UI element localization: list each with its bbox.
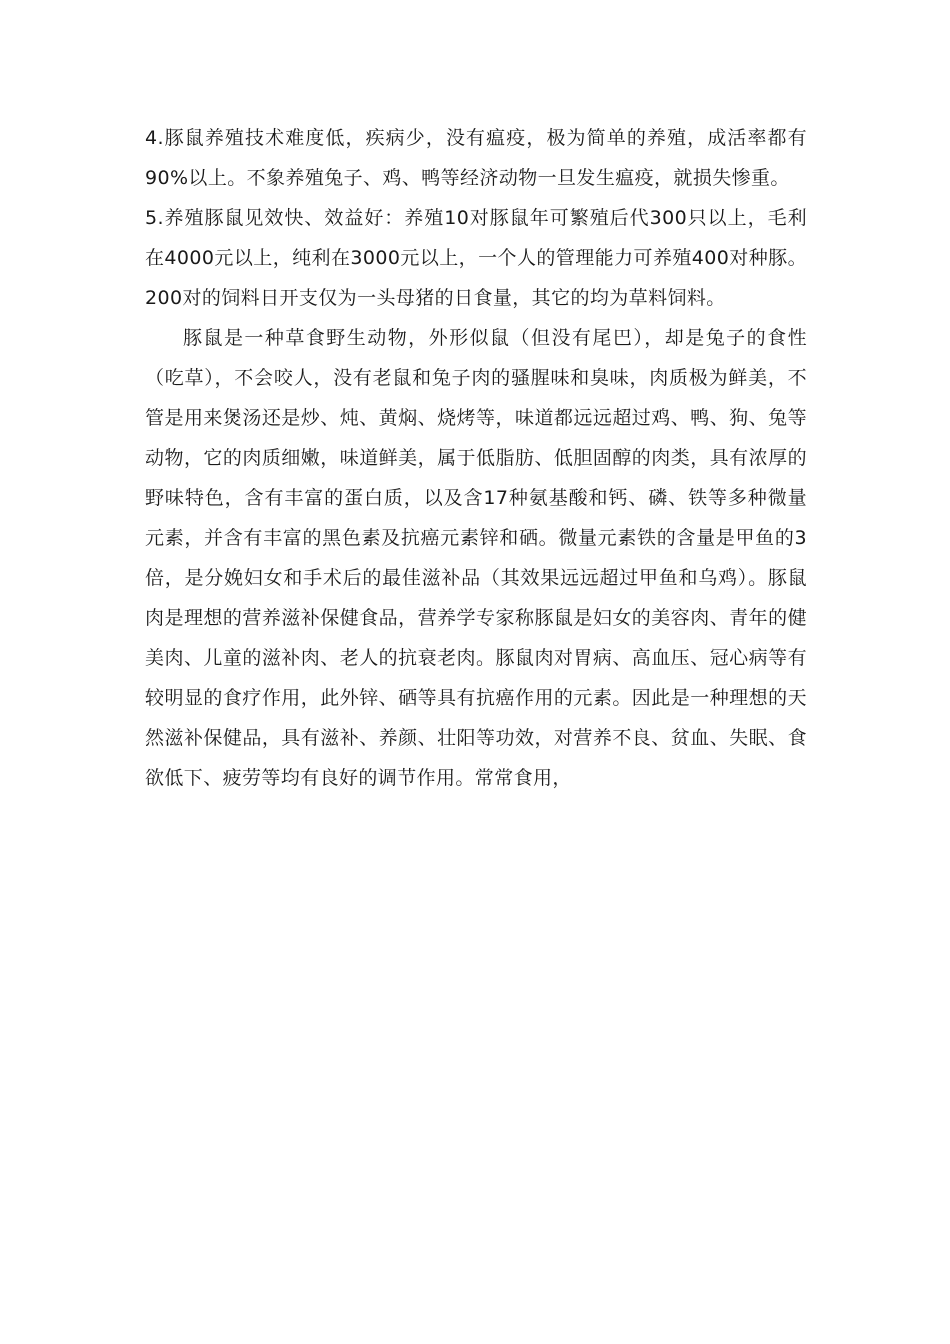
document-body (145, 118, 807, 798)
paragraph-point-4: 4.豚鼠养殖技术难度低，疾病少，没有瘟疫，极为简单的养殖，成活率都有90%以上。不象养殖兔子、鸡、鸭等经济动物一旦发生瘟疫，就损失惨重。 (145, 127, 807, 189)
paragraph-point-5: 5.养殖豚鼠见效快、效益好：养殖10对豚鼠年可繁殖后代300只以上，毛利在4000元以上，纯利在3000元以上，一个人的管理能力可养殖400对种豚。200对的饲料日开支仅为一头母猪的日食量，其它的均为草料饲料。 (145, 207, 807, 309)
paragraph-guinea-pig-description: 豚鼠是一种草食野生动物，外形似鼠（但没有尾巴），却是兔子的食性（吃草），不会咬人，没有老鼠和兔子肉的骚腥味和臭味，肉质极为鲜美，不管是用来煲汤还是炒、炖、黄焖、烧烤等，味道都远远超过鸡、鸭、狗、兔等动物，它的肉质细嫩，味道鲜美，属于低脂肪、低胆固醇的肉类，具有浓厚的野味特色，含有丰富的蛋白质，以及含17种氨基酸和钙、磷、铁等多种微量元素，并含有丰富的黑色素及抗癌元素锌和硒。微量元素铁的含量是甲鱼的3倍，是分娩妇女和手术后的最佳滋补品（其效果远远超过甲鱼和乌鸡）。豚鼠肉是理想的营养滋补保健食品，营养学专家称豚鼠是妇女的美容肉、青年的健美肉、儿童的滋补肉、老人的抗衰老肉。豚鼠肉对胃病、高血压、冠心病等有较明显的食疗作用，此外锌、硒等具有抗癌作用的元素。因此是一种理想的天然滋补保健品，具有滋补、养颜、壮阳等功效，对营养不良、贫血、失眠、食欲低下、疲劳等均有良好的调节作用。常常食用， (145, 327, 807, 789)
